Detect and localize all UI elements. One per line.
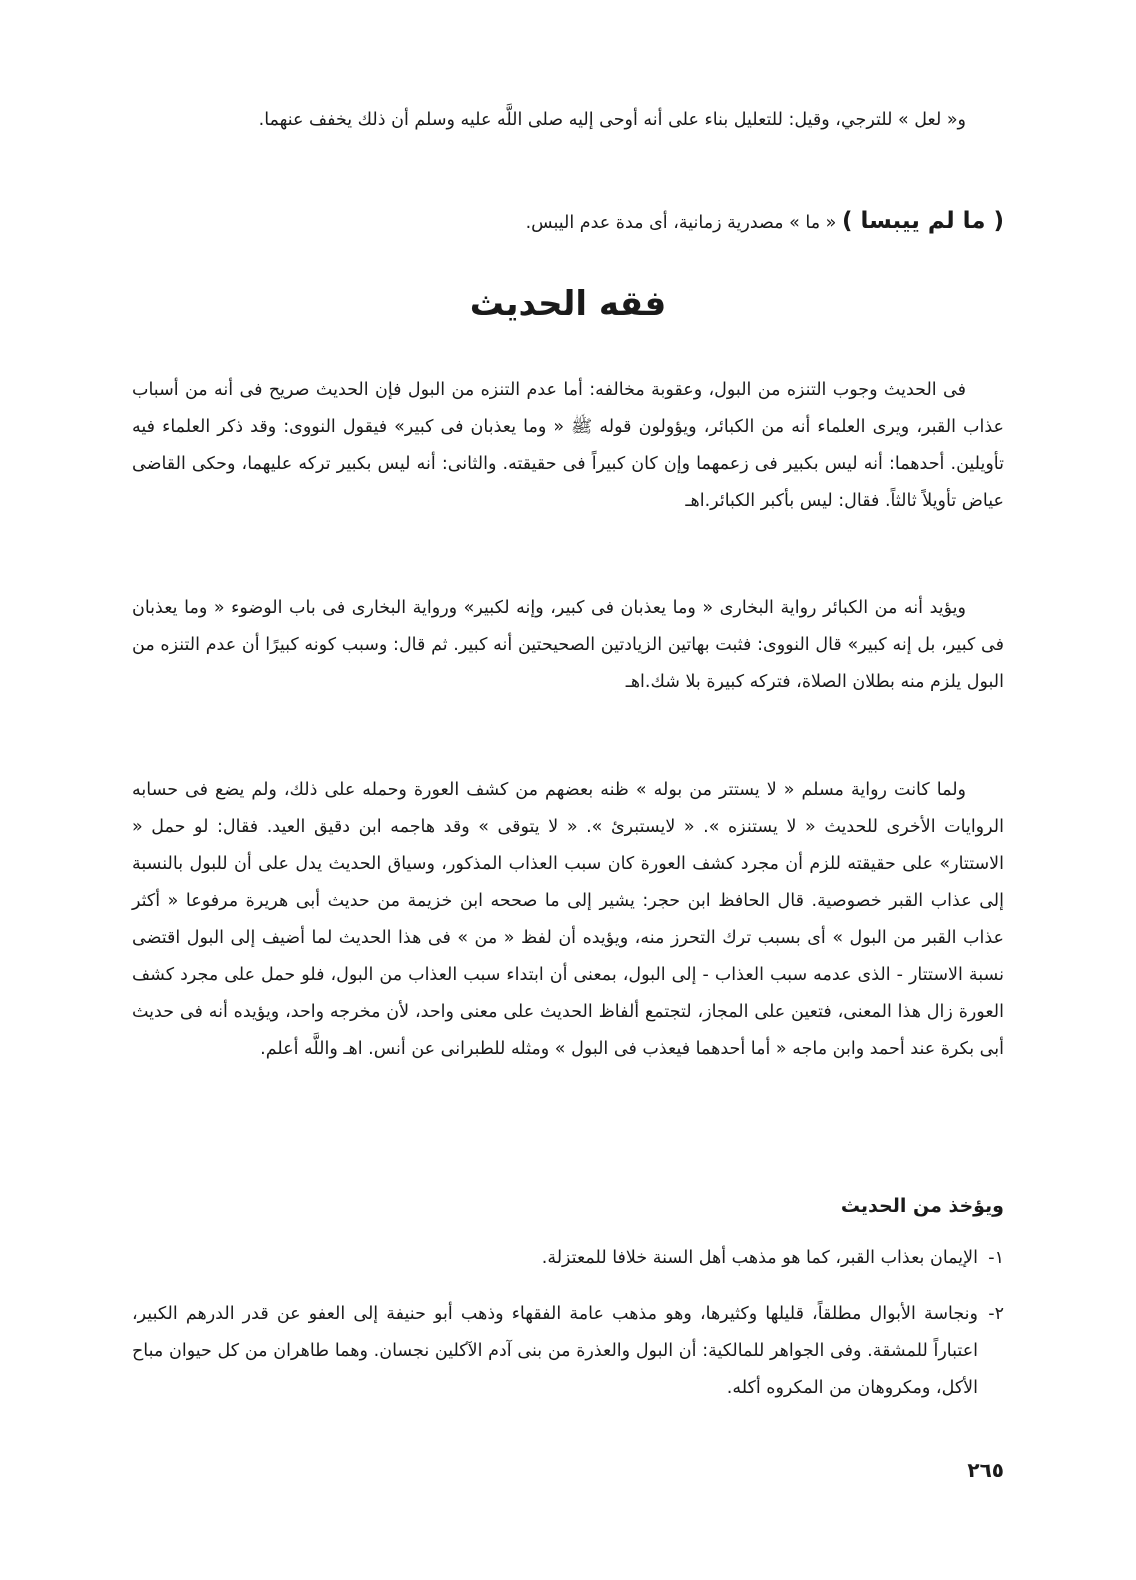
list-item-text: ونجاسة الأبوال مطلقاً، قليلها وكثيرها، وهو مذهب عامة الفقهاء وذهب أبو حنيفة إلى العفو عن قدر الدرهم الكبير، اعتباراً للمشقة. وفى الجواهر للمالكية: أن البول والعذرة من بنى آدم الآكلين نجسان. وهما طاهران من كل حيوان مباح الأكل، ومكروهان من المكروه أكله.: [132, 1304, 978, 1398]
definition-term: ( ما لم ييبسا ): [841, 208, 1004, 234]
definition-line: [132, 203, 1004, 242]
paragraph-3: ولما كانت رواية مسلم « لا يستتر من بوله » ظنه بعضهم من كشف العورة وحمله على ذلك، ولم يضع فى حسابه الروايات الأخرى للحديث « لا يستنزه ». « لايستبرئ ». « لا يتوقى » وقد هاجمه ابن دقيق العيد. فقال: لو حمل « الاستتار» على حقيقته للزم أن مجرد كشف العورة كان سبب العذاب المذكور، وسياق الحديث يدل على أن للبول بالنسبة إلى عذاب القبر خصوصية. قال الحافظ ابن حجر: يشير إلى ما صححه ابن خزيمة من حديث أبى هريرة مرفوعا « أكثر عذاب القبر من البول » أى بسبب ترك التحرز منه، ويؤيده أن لفظ « من » فى هذا الحديث لما أضيف إلى البول اقتضى نسبة الاستتار - الذى عدمه سبب العذاب - إلى البول، بمعنى أن ابتداء سبب العذاب من البول، فلو حمل على مجرد كشف العورة زال هذا المعنى، فتعين على المجاز، لتجتمع ألفاظ الحديث على معنى واحد، لأن مخرجه واحد، ويؤيده أنه فى حديث أبى بكرة عند أحمد وابن ماجه « أما أحدهما فيعذب فى البول » ومثله للطبرانى عن أنس. اهـ واللَّه أعلم.: [132, 780, 1004, 1059]
section-title: فقه الحديث: [469, 284, 667, 324]
paragraph-2: ويؤيد أنه من الكبائر رواية البخارى « وما يعذبان فى كبير، وإنه لكبير» ورواية البخارى فى باب الوضوء « وما يعذبان فى كبير، بل إنه كبير» قال النووى: فثبت بهاتين الزيادتين الصحيحتين أنه كبير. ثم قال: وسبب كونه كبيرًا أن عدم التنزه من البول يلزم منه بطلان الصلاة، فتركه كبيرة بلا شك.اهـ: [132, 598, 1004, 692]
paragraph-1: فى الحديث وجوب التنزه من البول، وعقوبة مخالفه: أما عدم التنزه من البول فإن الحديث صريح فى أنه من أسباب عذاب القبر، ويرى العلماء أنه من الكبائر، ويؤولون قوله ﷺ « وما يعذبان فى كبير» فيقول النووى: وقد ذكر العلماء فيه تأويلين. أحدهما: أنه ليس بكبير فى زعمهما وإن كان كبيراً فى حقيقته. والثانى: أنه ليس بكبير تركه عليهما، وحكى القاضى عياض تأويلاً ثالثاً. فقال: ليس بأكبر الكبائر.اهـ: [132, 380, 1004, 511]
list-item-number: ١-: [988, 1248, 1004, 1268]
list-item-number: ٢-: [988, 1304, 1004, 1324]
list-item: [132, 1296, 1004, 1407]
list-item: [132, 1240, 1004, 1277]
page: [132, 0, 1004, 1580]
lessons-heading: ويؤخذ من الحديث: [840, 1195, 1004, 1217]
list-item-text: الإيمان بعذاب القبر، كما هو مذهب أهل السنة خلافا للمعتزلة.: [541, 1248, 978, 1268]
definition-text: « ما » مصدرية زمانية، أى مدة عدم اليبس.: [525, 213, 837, 233]
intro-paragraph: و« لعل » للترجي، وقيل: للتعليل بناء على أنه أوحى إليه صلى اللَّه عليه وسلم أن ذلك يخفف عنهما.: [258, 110, 966, 130]
page-number: ٢٦٥: [967, 1458, 1004, 1482]
